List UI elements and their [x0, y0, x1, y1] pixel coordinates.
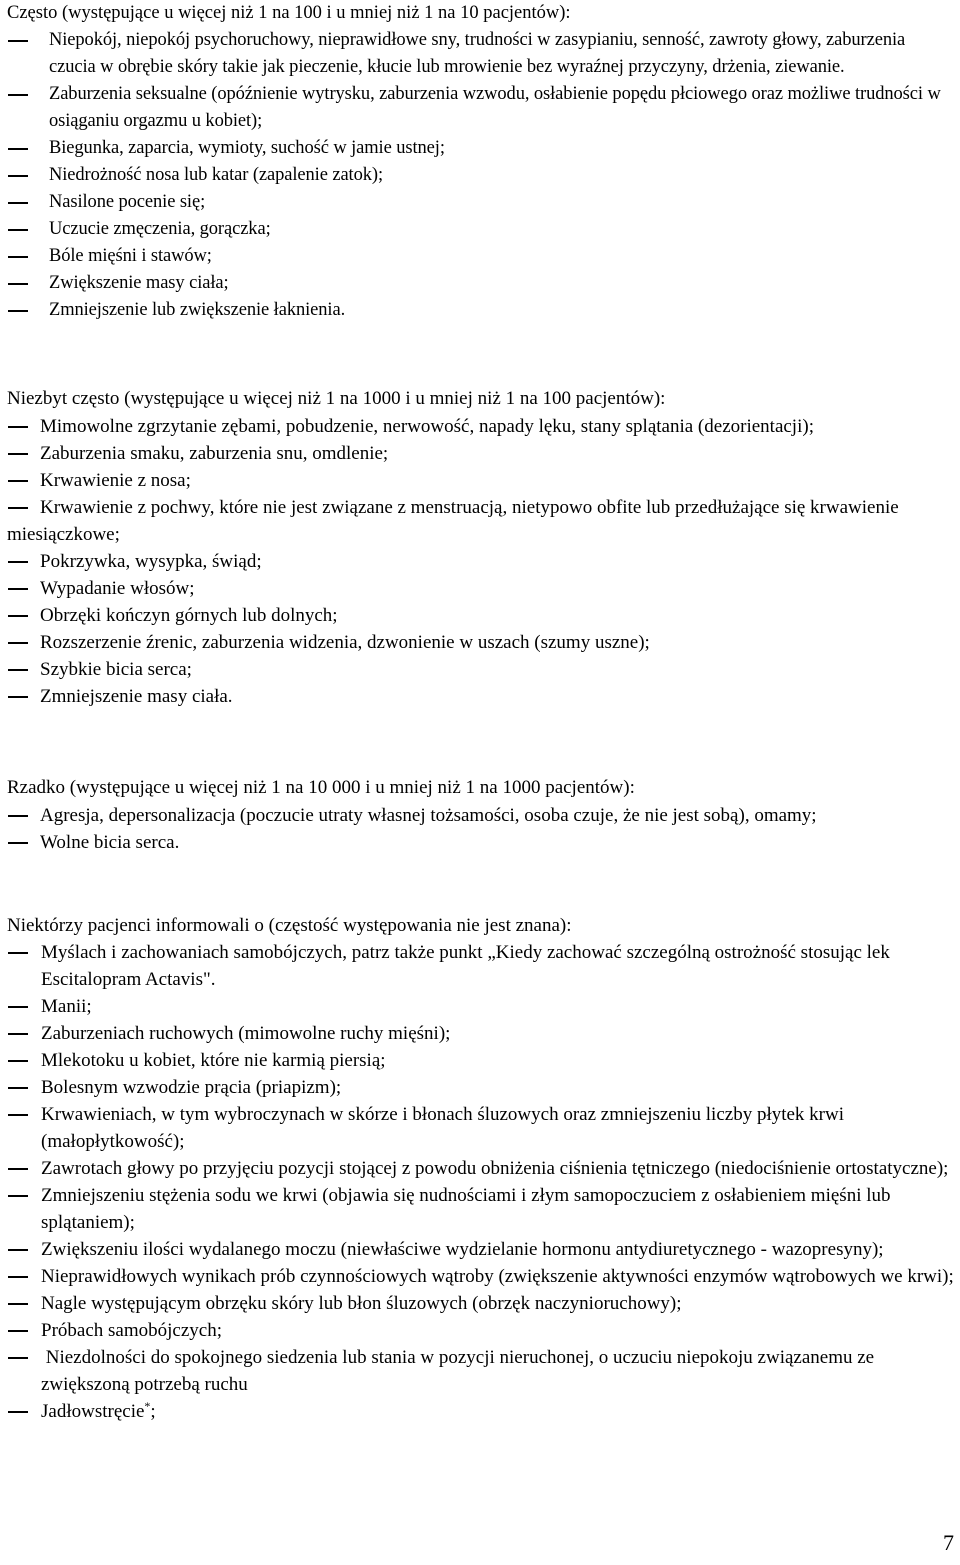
page-number: 7 — [943, 1530, 954, 1555]
list-item — [0, 440, 960, 467]
list-item — [0, 162, 960, 189]
list-item — [0, 993, 960, 1020]
list-item — [0, 1101, 960, 1155]
list-item — [0, 1290, 960, 1317]
list-item — [0, 1344, 960, 1398]
item-text: Biegunka, zaparcia, wymioty, suchość w jamie ustnej; — [49, 138, 445, 158]
dash-bullet — [8, 1303, 28, 1305]
dash-bullet — [8, 426, 28, 428]
dash-bullet — [8, 1411, 28, 1413]
item-text: Nagle występującym obrzęku skóry lub błon śluzowych (obrzęk naczynioruchowy); — [41, 1293, 682, 1314]
dash-bullet — [8, 1249, 28, 1251]
dash-bullet — [8, 588, 28, 590]
dash-bullet — [8, 1033, 28, 1035]
item-list — [0, 802, 960, 856]
item-text: Zmniejszenie masy ciała. — [40, 686, 233, 707]
dash-bullet — [8, 480, 28, 482]
dash-bullet — [8, 815, 28, 817]
list-item — [0, 216, 960, 243]
item-text: Agresja, depersonalizacja (poczucie utraty własnej tożsamości, osoba czuje, że nie jest sobą), omamy; — [40, 805, 817, 826]
item-text: Pokrzywka, wysypka, świąd; — [40, 551, 262, 572]
item-text: Uczucie zmęczenia, gorączka; — [49, 219, 271, 239]
item-text: Myślach i zachowaniach samobójczych, patrz także punkt „Kiedy zachować szczególną ostrożność stosując lek Escitalopram Actavis". — [41, 942, 890, 990]
list-item — [0, 548, 960, 575]
list-item — [0, 1155, 960, 1182]
section-heading: Często (występujące u więcej niż 1 na 100 i u mniej niż 1 na 10 pacjentów): — [7, 3, 571, 23]
dash-bullet — [8, 1330, 28, 1332]
dash-bullet — [8, 453, 28, 455]
dash-bullet — [8, 1060, 28, 1062]
dash-bullet — [8, 310, 28, 312]
item-text: Nasilone pocenie się; — [49, 192, 206, 212]
item-text: Krwawienie z pochwy, które nie jest związane z menstruacją, nietypowo obfite lub przedłużające się krwawienie miesiączkowe; — [7, 497, 899, 545]
item-text: Niedrożność nosa lub katar (zapalenie zatok); — [49, 165, 384, 185]
item-text: Wolne bicia serca. — [40, 832, 180, 853]
list-item — [0, 602, 960, 629]
dash-bullet — [8, 561, 28, 563]
section-heading: Niektórzy pacjenci informowali o (częstość występowania nie jest znana): — [7, 915, 572, 936]
item-text: Wypadanie włosów; — [40, 578, 195, 599]
list-item — [0, 1317, 960, 1344]
list-item — [0, 1182, 960, 1236]
dash-bullet — [8, 1276, 28, 1278]
list-item — [0, 629, 960, 656]
list-item — [0, 413, 960, 440]
list-item — [0, 1074, 960, 1101]
list-item — [0, 81, 960, 135]
list-item — [0, 802, 960, 829]
item-text: Bóle mięśni i stawów; — [49, 246, 212, 266]
list-item — [0, 1047, 960, 1074]
dash-bullet — [8, 696, 28, 698]
list-item — [0, 27, 960, 81]
dash-bullet — [8, 94, 28, 96]
list-item — [0, 297, 960, 324]
item-text: Zwiększenie masy ciała; — [49, 273, 229, 293]
list-item — [0, 467, 960, 494]
list-item — [0, 270, 960, 297]
dash-bullet — [8, 1168, 28, 1170]
item-text: Zaburzenia smaku, zaburzenia snu, omdlenie; — [40, 443, 389, 464]
section-heading: Rzadko (występujące u więcej niż 1 na 10 000 i u mniej niż 1 na 1000 pacjentów): — [7, 777, 635, 798]
dash-bullet — [8, 1087, 28, 1089]
list-item — [0, 135, 960, 162]
list-item — [0, 656, 960, 683]
list-item — [0, 575, 960, 602]
list-item — [0, 189, 960, 216]
list-item — [0, 494, 960, 548]
item-suffix: ; — [150, 1401, 156, 1422]
item-list — [0, 27, 960, 324]
item-text: Mimowolne zgrzytanie zębami, pobudzenie, nerwowość, napady lęku, stany splątania (dezorientacji); — [40, 416, 814, 437]
dash-bullet — [8, 283, 28, 285]
list-item — [0, 1398, 960, 1425]
list-item — [0, 1020, 960, 1047]
dash-bullet — [8, 148, 28, 150]
list-item — [0, 1236, 960, 1263]
dash-bullet — [8, 229, 28, 231]
item-text: Niezdolności do spokojnego siedzenia lub stania w pozycji nieruchonej, o uczuciu niepokoju związanemu ze zwiększoną potrzebą ruchu — [41, 1347, 879, 1395]
item-text: Mlekotoku u kobiet, które nie karmią piersią; — [41, 1050, 386, 1071]
item-text: Krwawieniach, w tym wybroczynach w skórze i błonach śluzowych oraz zmniejszeniu liczby płytek krwi (małopłytkowość); — [41, 1104, 845, 1152]
item-text: Niepokój, niepokój psychoruchowy, nieprawidłowe sny, trudności w zasypianiu, senność, zawroty głowy, zaburzenia czucia w obrębie skóry takie jak pieczenie, kłucie lub mrowienie bez wyraźnej przyczyny, drżenia, ziewanie. — [49, 30, 906, 77]
dash-bullet — [8, 175, 28, 177]
dash-bullet — [8, 1195, 28, 1197]
section-heading: Niezbyt często (występujące u więcej niż 1 na 1000 i u mniej niż 1 na 100 pacjentów): — [7, 388, 666, 409]
item-text: Nieprawidłowych wynikach prób czynnościowych wątroby (zwiększenie aktywności enzymów wątrobowych we krwi); — [41, 1266, 954, 1287]
item-text: Próbach samobójczych; — [41, 1320, 222, 1341]
dash-bullet — [8, 202, 28, 204]
list-item — [0, 939, 960, 993]
dash-bullet — [8, 1006, 28, 1008]
item-text: Zawrotach głowy po przyjęciu pozycji stojącej z powodu obniżenia ciśnienia tętniczego (niedociśnienie ortostatyczne); — [41, 1158, 949, 1179]
dash-bullet — [8, 256, 28, 258]
item-text: Zmniejszeniu stężenia sodu we krwi (objawia się nudnościami i złym samopoczuciem z osłabieniem mięśni lub splątaniem); — [41, 1185, 891, 1233]
dash-bullet — [8, 1357, 28, 1359]
list-item — [0, 683, 960, 710]
item-text: Manii; — [41, 996, 92, 1017]
item-text: Zwiększeniu ilości wydalanego moczu (niewłaściwe wydzielanie hormonu antydiuretycznego - wazopresyny); — [41, 1239, 884, 1260]
item-list — [0, 939, 960, 1425]
dash-bullet — [8, 669, 28, 671]
list-item — [0, 829, 960, 856]
list-item — [0, 1263, 960, 1290]
dash-bullet — [8, 842, 28, 844]
item-text: Jadłowstręcie — [41, 1401, 145, 1422]
item-text: Zmniejszenie lub zwiększenie łaknienia. — [49, 300, 346, 320]
dash-bullet — [8, 642, 28, 644]
item-text: Rozszerzenie źrenic, zaburzenia widzenia, dzwonienie w uszach (szumy uszne); — [40, 632, 650, 653]
list-item — [0, 243, 960, 270]
dash-bullet — [8, 615, 28, 617]
item-text: Zaburzenia seksualne (opóźnienie wytrysku, zaburzenia wzwodu, osłabienie popędu płciowego oraz możliwe trudności w osiąganiu orgazmu u kobiet); — [49, 84, 941, 131]
dash-bullet — [8, 40, 28, 42]
item-text: Obrzęki kończyn górnych lub dolnych; — [40, 605, 338, 626]
dash-bullet — [8, 507, 28, 509]
item-list — [0, 413, 960, 710]
item-text: Szybkie bicia serca; — [40, 659, 192, 680]
item-text: Krwawienie z nosa; — [40, 470, 191, 491]
item-text: Zaburzeniach ruchowych (mimowolne ruchy mięśni); — [41, 1023, 451, 1044]
footnote-marker: * — [144, 1399, 151, 1413]
dash-bullet — [8, 952, 28, 954]
dash-bullet — [8, 1114, 28, 1116]
item-text: Bolesnym wzwodzie prącia (priapizm); — [41, 1077, 342, 1098]
